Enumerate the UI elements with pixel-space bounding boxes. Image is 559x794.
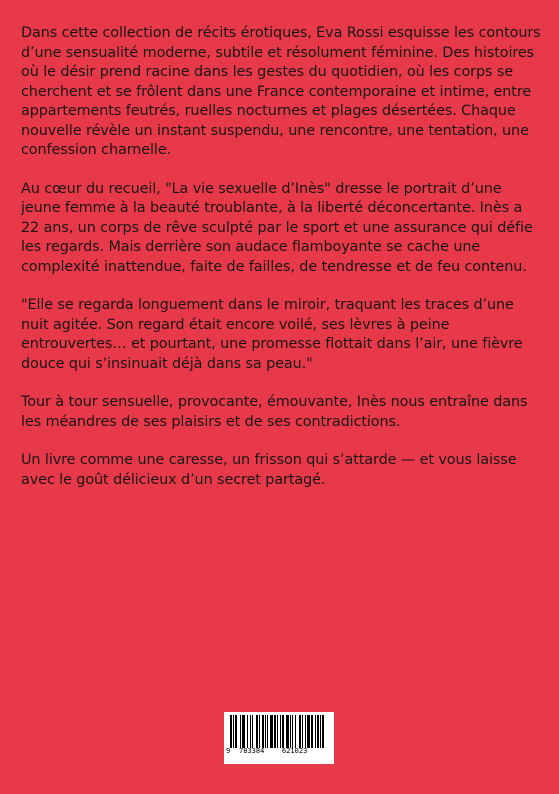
barcode-bars bbox=[230, 715, 328, 748]
barcode-bar bbox=[247, 715, 248, 748]
barcode-bar bbox=[242, 715, 245, 748]
blurb-paragraph-2: Au cœur du recueil, "La vie sexuelle d’Inès" dresse le portrait d’une jeune femme à la beauté troublante, à la liberté déconcertante. Inès a 22 ans, un corps de rêve sculpté par le sport et une assurance qui défie les regards. Mais derrière son audace flamboyante se cache une complexité inattendue, faite de failles, de tendresse et de feu contenu. bbox=[21, 180, 533, 275]
barcode-bar bbox=[259, 715, 260, 748]
barcode-bar bbox=[267, 715, 268, 748]
barcode-bar bbox=[311, 715, 313, 748]
blurb-paragraph-1: Dans cette collection de récits érotiques, Eva Rossi esquisse les contours d’une sensualité moderne, subtile et résolument féminine. Des histoires où le désir prend racine dans les gestes du quotidien, où les corps se cherchent et se frôlent dans une France contemporaine et intime, entre appartements feutrés, ruelles nocturnes et plages désertées. Chaque nouvelle révèle un instant suspendu, une rencontre, une tentation, une confession charnelle. bbox=[21, 25, 541, 158]
barcode-bar bbox=[250, 715, 251, 748]
barcode-bar bbox=[315, 715, 316, 748]
barcode-bar bbox=[277, 715, 278, 748]
isbn-barcode bbox=[224, 712, 334, 764]
barcode-bar bbox=[265, 715, 266, 748]
barcode-bar bbox=[322, 715, 324, 748]
barcode-bar bbox=[295, 715, 296, 748]
blurb-paragraph-5: Un livre comme une caresse, un frisson qui s’attarde — et vous laisse avec le goût délicieux d’un secret partagé. bbox=[21, 452, 517, 488]
barcode-bar bbox=[282, 715, 284, 748]
barcode-bar bbox=[270, 715, 273, 748]
blurb-paragraph-3: "Elle se regarda longuement dans le miroir, traquant les traces d’une nuit agitée. Son regard était encore voilé, ses lèvres à peine entrouvertes… et pourtant, une promesse flottait dans l’air, une fièvre douce qui s’insinuait déjà dans sa peau." bbox=[21, 297, 523, 372]
barcode-bar bbox=[280, 715, 281, 748]
barcode-bar bbox=[317, 715, 319, 748]
barcode-right-digits: 621023 bbox=[282, 747, 308, 755]
barcode-bar bbox=[299, 715, 301, 748]
barcode-left-digits: 783384 bbox=[239, 747, 265, 755]
barcode-lead-digit: 9 bbox=[226, 747, 231, 755]
barcode-bar bbox=[252, 715, 253, 748]
barcode-bar bbox=[262, 715, 264, 748]
blurb-paragraph-4: Tour à tour sensuelle, provocante, émouvante, Inès nous entraîne dans les méandres de ses plaisirs et de ses contradictions. bbox=[21, 394, 528, 430]
barcode-bar bbox=[305, 715, 306, 748]
barcode-bar bbox=[230, 715, 232, 748]
barcode-bar bbox=[233, 715, 234, 748]
barcode-bar bbox=[290, 715, 291, 748]
barcode-bar bbox=[292, 715, 293, 748]
back-cover-blurb bbox=[21, 24, 541, 509]
barcode-bar bbox=[320, 715, 321, 748]
barcode-bar bbox=[256, 715, 258, 748]
barcode-bar bbox=[274, 715, 276, 748]
barcode-bar bbox=[307, 715, 310, 748]
barcode-bar bbox=[235, 715, 237, 748]
barcode-bar bbox=[302, 715, 303, 748]
barcode-bar bbox=[286, 715, 289, 748]
barcode-bar bbox=[240, 715, 241, 748]
